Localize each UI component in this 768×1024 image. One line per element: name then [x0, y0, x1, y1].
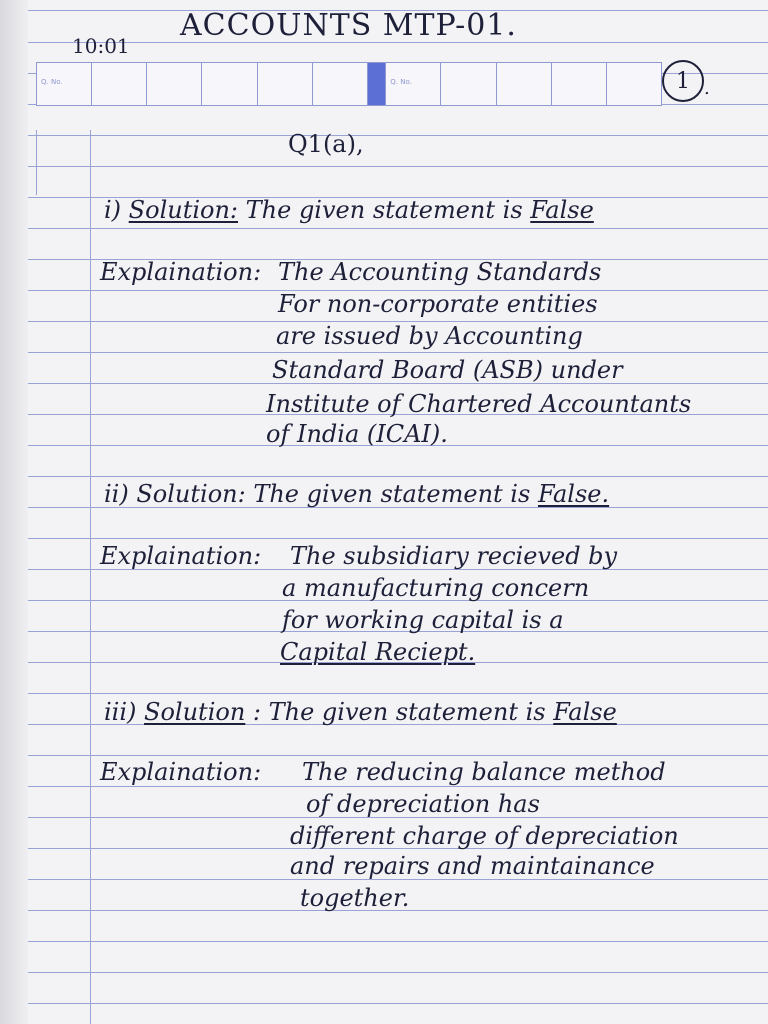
qno-box [497, 63, 552, 105]
page-binding-edge [0, 0, 28, 1024]
solution-prefix: ii) [104, 480, 137, 508]
margin-line-top [36, 130, 37, 195]
explanation-line: The Accounting Standards [278, 258, 602, 286]
explanation-line: The subsidiary recieved by [290, 542, 618, 570]
explanation-line: different charge of depreciation [290, 822, 679, 850]
question-number-boxes [36, 62, 662, 106]
solution-statement: The given statement is [238, 196, 531, 224]
margin-line [90, 130, 91, 1024]
solution-prefix: i) [104, 196, 129, 224]
solution-verdict: False [553, 698, 617, 726]
solution-line-2 [104, 480, 609, 508]
solution-label: Solution: [128, 196, 239, 224]
explanation-label: Explaination: [100, 542, 262, 570]
solution-label: Solution [144, 698, 246, 726]
qno-box [147, 63, 202, 105]
explanation-line: and repairs and maintainance [290, 852, 655, 880]
qno-box [441, 63, 496, 105]
solution-label: Solution: [136, 480, 246, 508]
solution-verdict: False. [537, 480, 610, 508]
qno-box [202, 63, 257, 105]
explanation-line: For non-corporate entities [278, 290, 598, 318]
time-note: 10:01 [72, 34, 130, 58]
page-number-circle: 1 [662, 60, 704, 102]
explanation-label: Explaination: [100, 758, 262, 786]
qno-box [607, 63, 661, 105]
explanation-line: a manufacturing concern [282, 574, 590, 602]
explanation-line: for working capital is a [282, 606, 564, 634]
explanation-line: of depreciation has [306, 790, 540, 818]
solution-prefix: iii) [104, 698, 145, 726]
qno-box [552, 63, 607, 105]
explanation-line: Institute of Chartered Accountants [266, 390, 692, 418]
explanation-label: Explaination: [100, 258, 262, 286]
solution-line-1 [104, 196, 594, 224]
solution-statement: : The given statement is [245, 698, 554, 726]
qno-label: Q. No. [390, 78, 412, 86]
explanation-line: The reducing balance method [302, 758, 666, 786]
qno-box [386, 63, 441, 105]
qno-box [313, 63, 368, 105]
qno-box [258, 63, 313, 105]
qno-box [37, 63, 92, 105]
qno-label: Q. No. [41, 78, 63, 86]
explanation-line: together. [300, 884, 410, 912]
solution-verdict: False [530, 196, 594, 224]
question-heading: Q1(a), [288, 130, 364, 158]
qno-box [92, 63, 147, 105]
explanation-line: Standard Board (ASB) under [272, 356, 623, 384]
page-number-dot: . [704, 78, 710, 99]
solution-statement: The given statement is [245, 480, 538, 508]
page-title: ACCOUNTS MTP-01. [180, 8, 517, 43]
qno-divider-highlight [368, 63, 386, 105]
explanation-line: Capital Reciept. [280, 638, 476, 666]
solution-line-3 [104, 698, 617, 726]
explanation-line: are issued by Accounting [276, 322, 583, 350]
explanation-line: of India (ICAI). [266, 420, 448, 448]
